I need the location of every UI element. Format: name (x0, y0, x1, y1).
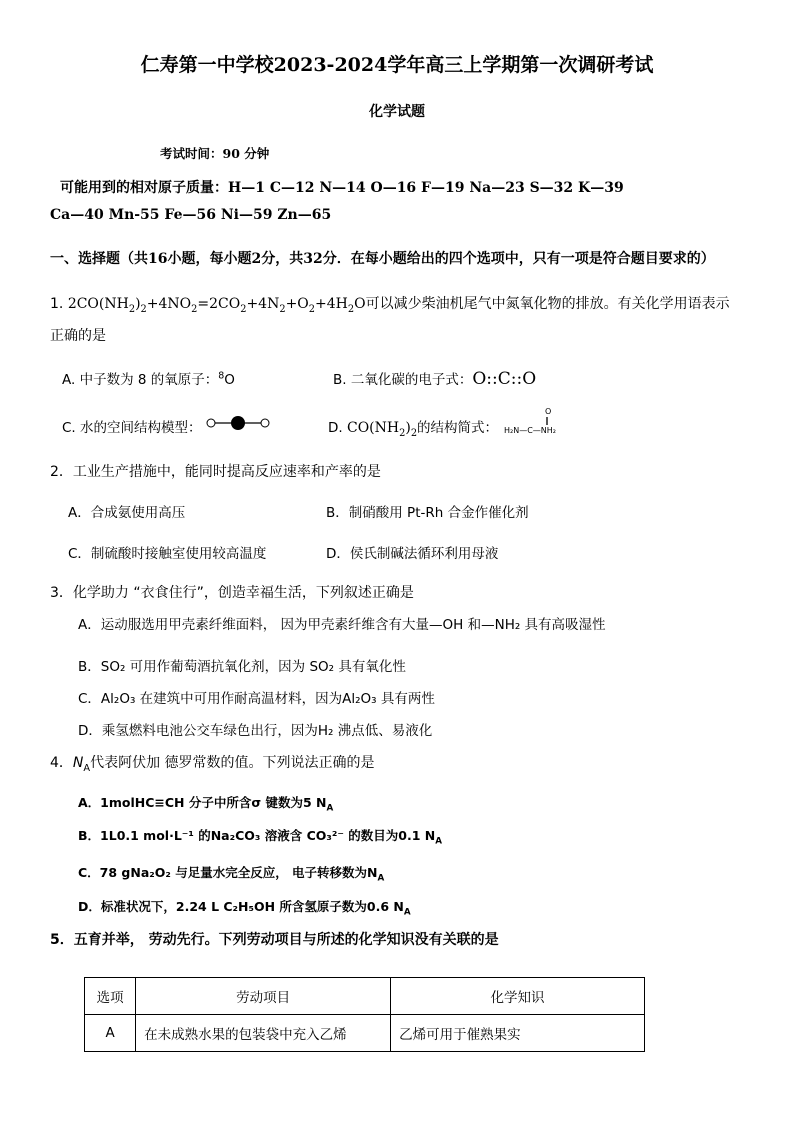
q4-option-d: D．标准状况下，2.24 L C₂H₅OH 所含氢原子数为0.6 $N_A$ (78, 899, 411, 918)
atomic-masses-line1: 可能用到的相对原子质量：H—1 C—12 N—14 O—16 F—19 Na—23 S—32 K—39 (60, 180, 624, 196)
question-1-stem-cont: 正确的是 (50, 328, 106, 344)
q2-option-a: A．合成氨使用高压 (68, 505, 186, 521)
q2-option-c: C．制硫酸时接触室使用较高温度 (68, 546, 267, 562)
table-cell: A (85, 1015, 136, 1052)
page-subtitle: 化学试题 (369, 104, 425, 120)
table-cell: 乙烯可用于催熟果实 (391, 1015, 645, 1052)
q1-option-a: A. 中子数为 8 的氧原子：$^8$O (62, 370, 235, 388)
question-5-stem: 5．五育并举， 劳动先行。下列劳动项目与所述的化学知识没有关联的是 (50, 932, 499, 948)
q3-option-d: D．乘氢燃料电池公交车绿色出行，因为H₂ 沸点低、易液化 (78, 723, 433, 739)
table-header-cell: 选项 (85, 978, 136, 1015)
q3-option-a: A．运动服选用甲壳素纤维面料， 因为甲壳素纤维含有大量—OH 和—NH₂ 具有高吸湿性 (78, 617, 606, 633)
q1-option-d: D. $CO(NH_2)_2$的结构简式： (328, 420, 499, 439)
q4-option-b: B．1L0.1 mol·L⁻¹ 的Na₂CO₃ 溶液含 CO₃²⁻ 的数目为0.1 $N_A$ (78, 828, 443, 847)
table-cell: 在未成熟水果的包装袋中充入乙烯 (136, 1015, 391, 1052)
urea-structure-bond: ‖ (545, 416, 549, 425)
table-row (85, 1015, 645, 1052)
q5-table (84, 977, 645, 1052)
q1-option-b: B. 二氧化碳的电子式：O::C::O (333, 369, 537, 389)
question-number: 1. (50, 296, 64, 312)
q4-option-c: C．78 gNa₂O₂ 与足量水完全反应， 电子转移数为$N_A$ (78, 865, 385, 884)
urea-structure: H₂N—C—NH₂ (504, 426, 556, 435)
page-title: 仁寿第一中学校2023-2024学年高三上学期第一次调研考试 (140, 54, 654, 76)
urea-structure-o: O (545, 407, 552, 416)
question-2-stem: 2．工业生产措施中，能同时提高反应速率和产率的是 (50, 464, 381, 480)
q2-option-b: B．制硝酸用 Pt-Rh 合金作催化剂 (326, 505, 529, 521)
question-4-stem: 4．$N_A$代表阿伏加 德罗常数的值。下列说法正确的是 (50, 755, 375, 774)
table-header-cell: 劳动项目 (136, 978, 391, 1015)
exam-time: 考试时间：90 分钟 (160, 146, 270, 161)
atomic-masses-line2: Ca—40 Mn-55 Fe—56 Ni—59 Zn—65 (50, 207, 332, 223)
section-heading: 一、选择题（共16小题，每小题2分，共32分．在每小题给出的四个选项中，只有一项是符合题目要求的） (50, 251, 715, 267)
q4-option-a: A．1molHC≡CH 分子中所含σ 键数为5 $N_A$ (78, 795, 334, 814)
table-header-cell: 化学知识 (391, 978, 645, 1015)
reaction-equation: $2CO(NH_2)_2+4NO_2=2CO_2+4N_2+O_2+4H_2O$ (67, 296, 366, 315)
q2-option-d: D．侯氏制碱法循环利用母液 (326, 546, 499, 562)
table-header-row (85, 978, 645, 1015)
q3-option-b: B．SO₂ 可用作葡萄酒抗氧化剂，因为 SO₂ 具有氧化性 (78, 659, 406, 675)
q3-option-c: C．Al₂O₃ 在建筑中可用作耐高温材料，因为Al₂O₃ 具有两性 (78, 691, 435, 707)
q1-option-c: C. 水的空间结构模型： (62, 420, 202, 436)
question-1-stem: 1. $2CO(NH_2)_2+4NO_2=2CO_2+4N_2+O_2+4H_2O$可以减少柴油机尾气中氮氧化物的排放。有关化学用语表示 (50, 296, 730, 315)
question-3-stem: 3．化学助力 “衣食住行”，创造幸福生活，下列叙述正确是 (50, 585, 414, 601)
co2-electron-formula: O::C::O (472, 369, 537, 389)
water-model-icon (205, 414, 271, 432)
